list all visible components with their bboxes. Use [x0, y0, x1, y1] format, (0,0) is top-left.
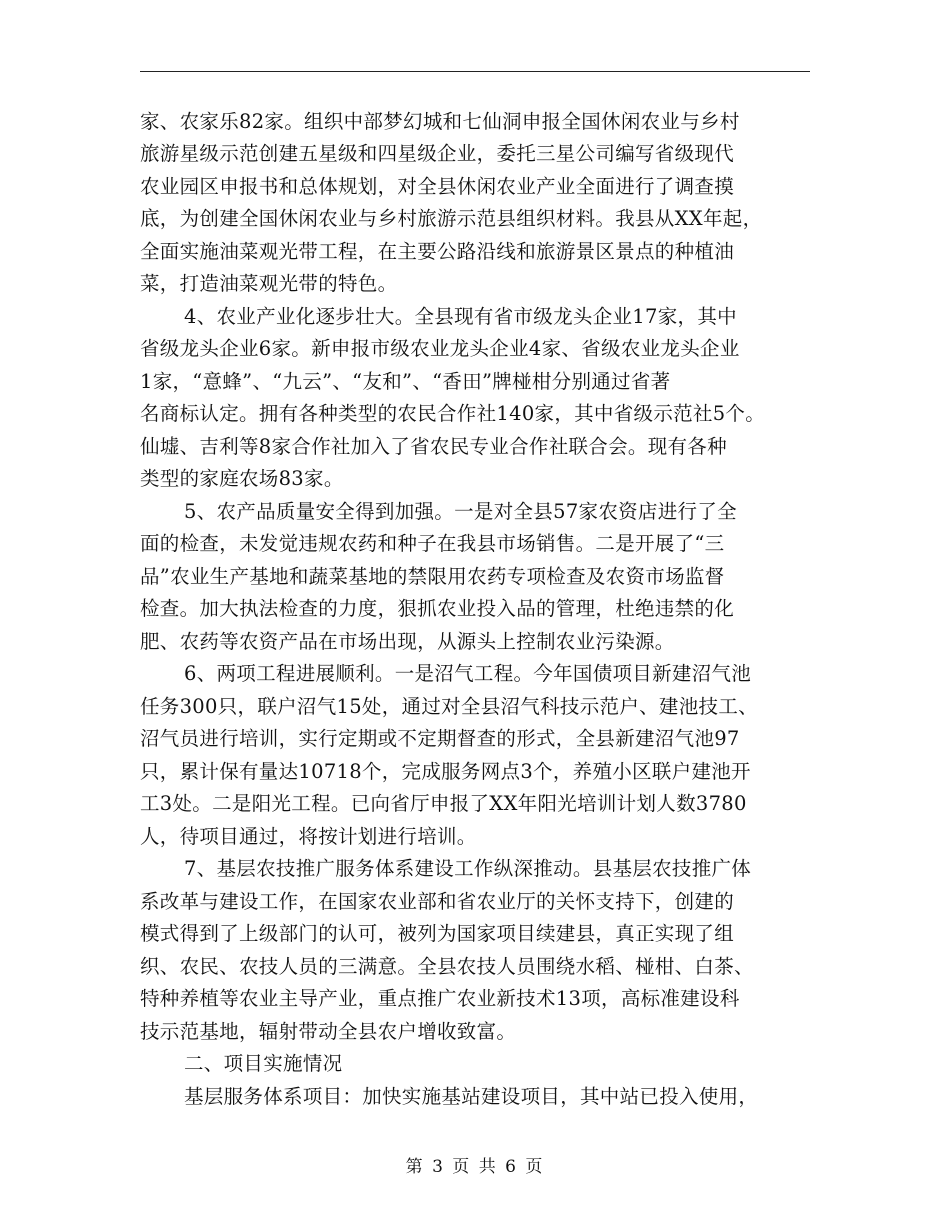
- text-line: 任务300只，联户沼气15处，通过对全县沼气科技示范户、建池技工、: [140, 695, 758, 718]
- text-line: 底，为创建全国休闲农业与乡村旅游示范县组织材料。我县从XX年起，: [140, 207, 763, 230]
- text-line: 省级龙头企业6家。新申报市级农业龙头企业4家、省级农业龙头企业: [140, 337, 740, 360]
- text-line: 肥、农药等农资产品在市场出现，从源头上控制农业污染源。: [140, 630, 675, 653]
- text-line: 类型的家庭农场83家。: [140, 467, 344, 490]
- paragraph-start-line: 基层服务体系项目：加快实施基站建设项目，其中站已投入使用，: [184, 1085, 759, 1108]
- text-line: 人，待项目通过，将按计划进行培训。: [140, 825, 477, 848]
- text-line: 工3处。二是阳光工程。已向省厅申报了XX年阳光培训计划人数3780: [140, 792, 747, 815]
- text-line: 名商标认定。拥有各种类型的农民合作社140家，其中省级示范社5个。: [140, 402, 766, 425]
- paragraph-start-line: 6、两项工程进展顺利。一是沼气工程。今年国债项目新建沼气池: [184, 662, 752, 685]
- text-line: 模式得到了上级部门的认可，被列为国家项目续建县，真正实现了组: [140, 922, 735, 945]
- paragraph-start-line: 4、农业产业化逐步壮大。全县现有省市级龙头企业17家，其中: [184, 305, 737, 328]
- text-line: 家、农家乐82家。组织中部梦幻城和七仙洞申报全国休闲农业与乡村: [140, 110, 740, 133]
- text-line: 沼气员进行培训，实行定期或不定期督查的形式，全县新建沼气池97: [140, 727, 740, 750]
- text-line: 全面实施油菜观光带工程，在主要公路沿线和旅游景区景点的种植油: [140, 240, 735, 263]
- text-line: 特种养植等农业主导产业，重点推广农业新技术13项，高标准建设科: [140, 987, 740, 1010]
- page-footer: 第 3 页 共 6 页: [405, 1157, 545, 1177]
- text-line: 旅游星级示范创建五星级和四星级企业，委托三星公司编写省级现代: [140, 142, 735, 165]
- paragraph-start-line: 5、农产品质量安全得到加强。一是对全县57家农资店进行了全: [184, 500, 737, 523]
- text-line: 检查。加大执法检查的力度，狠抓农业投入品的管理，杜绝违禁的化: [140, 597, 735, 620]
- text-line: 只，累计保有量达10718个，完成服务网点3个，养殖小区联户建池开: [140, 760, 751, 783]
- text-line: 品”农业生产基地和蔬菜基地的禁限用农药专项检查及农资市场监督: [140, 565, 725, 588]
- text-line: 技示范基地，辐射带动全县农户增收致富。: [140, 1020, 517, 1043]
- text-line: 菜，打造油菜观光带的特色。: [140, 272, 398, 295]
- text-line: 仙墟、吉利等8家合作社加入了省农民专业合作社联合会。现有各种: [140, 435, 727, 458]
- text-line: 织、农民、农技人员的三满意。全县农技人员围绕水稻、椪柑、白茶、: [140, 955, 754, 978]
- text-line: 1家，“意蜂”、“九云”、“友和”、“香田”牌椪柑分别通过省著: [140, 370, 671, 393]
- paragraph-start-line: 7、基层农技推广服务体系建设工作纵深推动。县基层农技推广体: [184, 857, 752, 880]
- text-line: 系改革与建设工作，在国家农业部和省农业厅的关怀支持下，创建的: [140, 890, 735, 913]
- header-rule: [140, 71, 810, 72]
- text-line: 农业园区申报书和总体规划，对全县休闲农业产业全面进行了调查摸: [140, 175, 735, 198]
- text-line: 面的检查，未发觉违规农药和种子在我县市场销售。二是开展了“三: [140, 532, 725, 555]
- section-heading: 二、项目实施情况: [184, 1052, 343, 1075]
